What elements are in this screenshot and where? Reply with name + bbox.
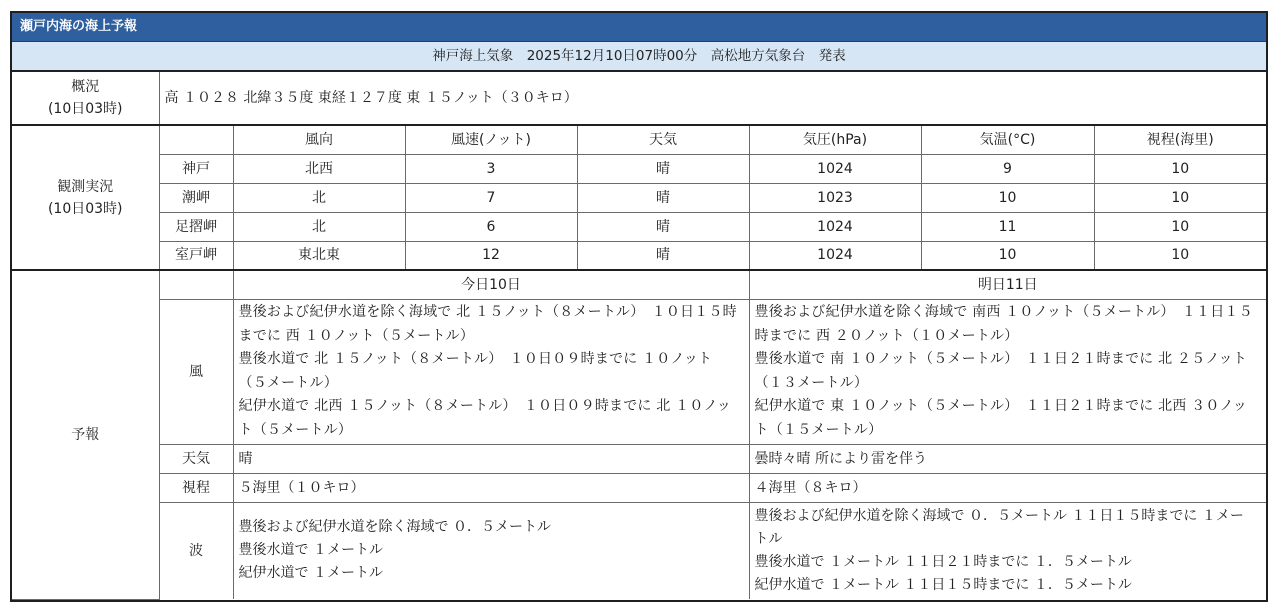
visibility-cell: 10 — [1094, 154, 1266, 183]
table-row — [12, 154, 1266, 183]
weather-cell: 晴 — [577, 183, 749, 212]
weather-cell: 晴 — [577, 154, 749, 183]
weather-cell: 晴 — [577, 241, 749, 270]
day-header-tomorrow: 明日11日 — [749, 270, 1266, 299]
wind-label: 風 — [159, 299, 233, 444]
col-header-pressure: 気圧(hPa) — [749, 125, 921, 154]
wave-tomorrow-line: 豊後水道で １メートル １１日２１時までに １．５メートル — [754, 553, 1132, 570]
station-name: 足摺岬 — [159, 212, 233, 241]
overview-text: 高 １０２８ 北緯３５度 東経１２７度 東 １５ノット（３０キロ） — [159, 72, 1266, 125]
pressure-cell: 1023 — [749, 183, 921, 212]
pressure-cell: 1024 — [749, 241, 921, 270]
forecast-wave-row — [12, 502, 1266, 599]
weather-forecast-today: 晴 — [233, 444, 749, 473]
wave-tomorrow-line: トル — [754, 530, 783, 547]
overview-label-title: 概況 — [71, 79, 100, 95]
wave-tomorrow-line: 豊後および紀伊水道を除く海域で ０．５メートル １１日１５時までに １メー — [754, 507, 1244, 524]
wave-today-line: 豊後水道で １メートル — [238, 542, 383, 559]
wind-tomorrow-line: 紀伊水道で 東 １０ノット（５メートル） １１日２１時までに 北西 ３０ノッ — [754, 398, 1247, 414]
overview-row — [12, 72, 1266, 125]
wind-tomorrow-line: ト（１５メートル） — [754, 421, 883, 438]
pressure-cell: 1024 — [749, 154, 921, 183]
visibility-cell: 10 — [1094, 183, 1266, 212]
wind-dir-cell: 北 — [233, 212, 405, 241]
visibility-forecast-today: ５海里（１０キロ） — [233, 473, 749, 502]
day-header-today: 今日10日 — [233, 270, 749, 299]
wind-today-line: 豊後水道で 北 １５ノット（８メートル） １０日０９時までに １０ノット — [238, 351, 713, 367]
observation-label-time: (10日03時) — [47, 200, 123, 217]
weather-cell: 晴 — [577, 212, 749, 241]
visibility-cell: 10 — [1094, 241, 1266, 270]
temperature-cell: 11 — [921, 212, 1094, 241]
wind-speed-cell: 6 — [405, 212, 577, 241]
wave-forecast-today — [233, 502, 749, 599]
forecast-day-header-row — [12, 270, 1266, 299]
wind-today-line: ト（５メートル） — [238, 421, 353, 438]
col-header-weather: 天気 — [577, 125, 749, 154]
wind-speed-cell: 3 — [405, 154, 577, 183]
station-name: 室戸岬 — [159, 241, 233, 270]
issuance-info: 神戸海上気象 2025年12月10日07時00分 高松地方気象台 発表 — [12, 42, 1266, 72]
wind-speed-cell: 12 — [405, 241, 577, 270]
weather-forecast-tomorrow: 曇時々晴 所により雷を伴う — [749, 444, 1266, 473]
wind-today-line: （５メートル） — [238, 374, 338, 391]
wind-forecast-tomorrow — [749, 299, 1266, 444]
page-title: 瀬戸内海の海上予報 — [12, 13, 1266, 42]
wave-label: 波 — [159, 502, 233, 599]
col-header-visibility: 視程(海里) — [1094, 125, 1266, 154]
wind-today-line: までに 西 １０ノット（５メートル） — [238, 327, 475, 344]
weather-label: 天気 — [159, 444, 233, 473]
forecast-visibility-row — [12, 473, 1266, 502]
wind-tomorrow-line: 豊後および紀伊水道を除く海域で 南西 １０ノット（５メートル） １１日１５ — [754, 304, 1253, 320]
visibility-forecast-tomorrow: ４海里（８キロ） — [749, 473, 1266, 502]
table-row — [12, 212, 1266, 241]
col-header-wind-speed: 風速(ノット) — [405, 125, 577, 154]
marine-forecast-panel — [10, 11, 1268, 602]
wave-forecast-tomorrow — [749, 502, 1266, 599]
wind-dir-cell: 北 — [233, 183, 405, 212]
forecast-weather-row — [12, 444, 1266, 473]
temperature-cell: 10 — [921, 183, 1094, 212]
temperature-cell: 10 — [921, 241, 1094, 270]
wind-tomorrow-line: 豊後水道で 南 １０ノット（５メートル） １１日２１時までに 北 ２５ノット — [754, 351, 1247, 367]
table-row — [12, 183, 1266, 212]
wind-dir-cell: 北西 — [233, 154, 405, 183]
forecast-label: 予報 — [12, 270, 159, 599]
observation-header-row — [12, 125, 1266, 154]
wind-today-line: 紀伊水道で 北西 １５ノット（８メートル） １０日０９時までに 北 １０ノッ — [238, 398, 731, 414]
overview-label-time: (10日03時) — [47, 101, 123, 117]
pressure-cell: 1024 — [749, 212, 921, 241]
wind-tomorrow-line: 時までに 西 ２０ノット（１０メートル） — [754, 327, 1019, 344]
wind-today-line: 豊後および紀伊水道を除く海域で 北 １５ノット（８メートル） １０日１５時 — [238, 304, 737, 320]
wind-dir-cell: 東北東 — [233, 241, 405, 270]
forecast-table — [12, 72, 1266, 600]
visibility-cell: 10 — [1094, 212, 1266, 241]
wave-today-line: 豊後および紀伊水道を除く海域で ０．５メートル — [238, 519, 551, 536]
wind-forecast-today — [233, 299, 749, 444]
observation-header-blank — [159, 125, 233, 154]
forecast-header-blank — [159, 270, 233, 299]
station-name: 神戸 — [159, 154, 233, 183]
visibility-label: 視程 — [159, 473, 233, 502]
forecast-wind-row — [12, 299, 1266, 444]
wave-tomorrow-line: 紀伊水道で １メートル １１日１５時までに １．５メートル — [754, 576, 1132, 593]
temperature-cell: 9 — [921, 154, 1094, 183]
wave-today-line: 紀伊水道で １メートル — [238, 565, 383, 582]
observation-label-title: 観測実況 — [57, 178, 114, 195]
col-header-temperature: 気温(°C) — [921, 125, 1094, 154]
overview-label — [12, 72, 159, 125]
table-row — [12, 241, 1266, 270]
col-header-wind-dir: 風向 — [233, 125, 405, 154]
station-name: 潮岬 — [159, 183, 233, 212]
wind-tomorrow-line: （１３メートル） — [754, 374, 869, 391]
observation-label — [12, 125, 159, 270]
wind-speed-cell: 7 — [405, 183, 577, 212]
